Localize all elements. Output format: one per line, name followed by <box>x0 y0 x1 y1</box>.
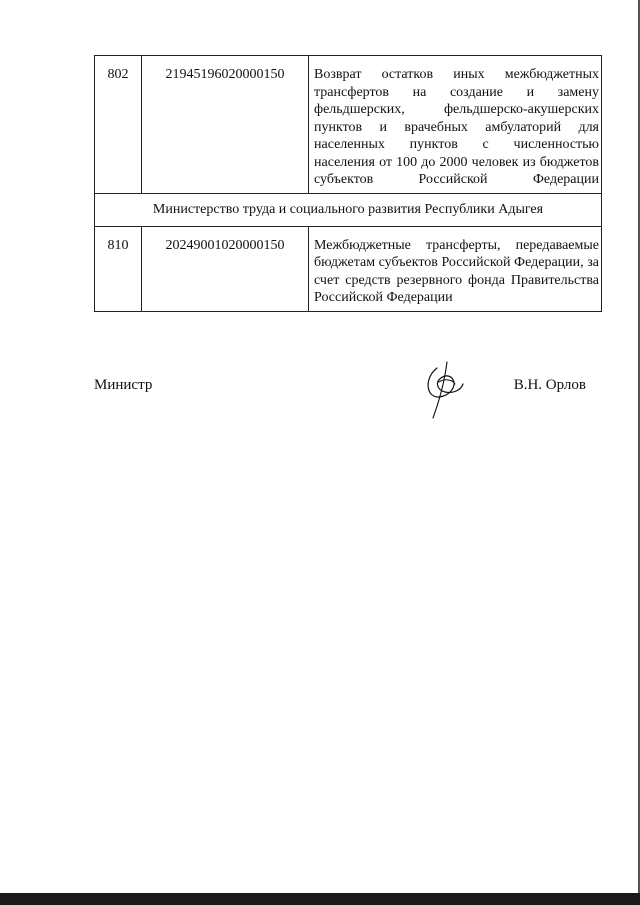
signatory-title: Министр <box>94 377 153 393</box>
kbk-code-cell: 20249001020000150 <box>142 226 309 311</box>
handwritten-signature <box>419 360 469 420</box>
signature-block <box>94 372 594 432</box>
kbk-code-cell: 21945196020000150 <box>142 56 309 194</box>
revenue-name-cell: Межбюджетные трансферты, передаваемые бюджетам субъектов Российской Федерации, за счет средств резервного фонда Правительства Российской Федерации <box>309 226 602 311</box>
budget-classification-table <box>94 55 602 312</box>
ministry-section-heading: Министерство труда и социального развития Республики Адыгея <box>95 193 602 226</box>
table-row <box>95 226 602 311</box>
signatory-name: В.Н. Орлов <box>513 377 586 393</box>
admin-code-cell: 810 <box>95 226 142 311</box>
admin-code-cell: 802 <box>95 56 142 194</box>
revenue-name-cell: Возврат остатков иных межбюджетных трансфертов на создание и замену фельдшерских, фельдшерско-акушерских пунктов и врачебных амбулаторий для населенных пунктов с численностью населения от 100 до 2000 человек из бюджетов субъектов Российской Федерации <box>309 56 602 194</box>
scan-bottom-border <box>0 893 640 905</box>
table-row <box>95 56 602 194</box>
table-section-row <box>95 193 602 226</box>
